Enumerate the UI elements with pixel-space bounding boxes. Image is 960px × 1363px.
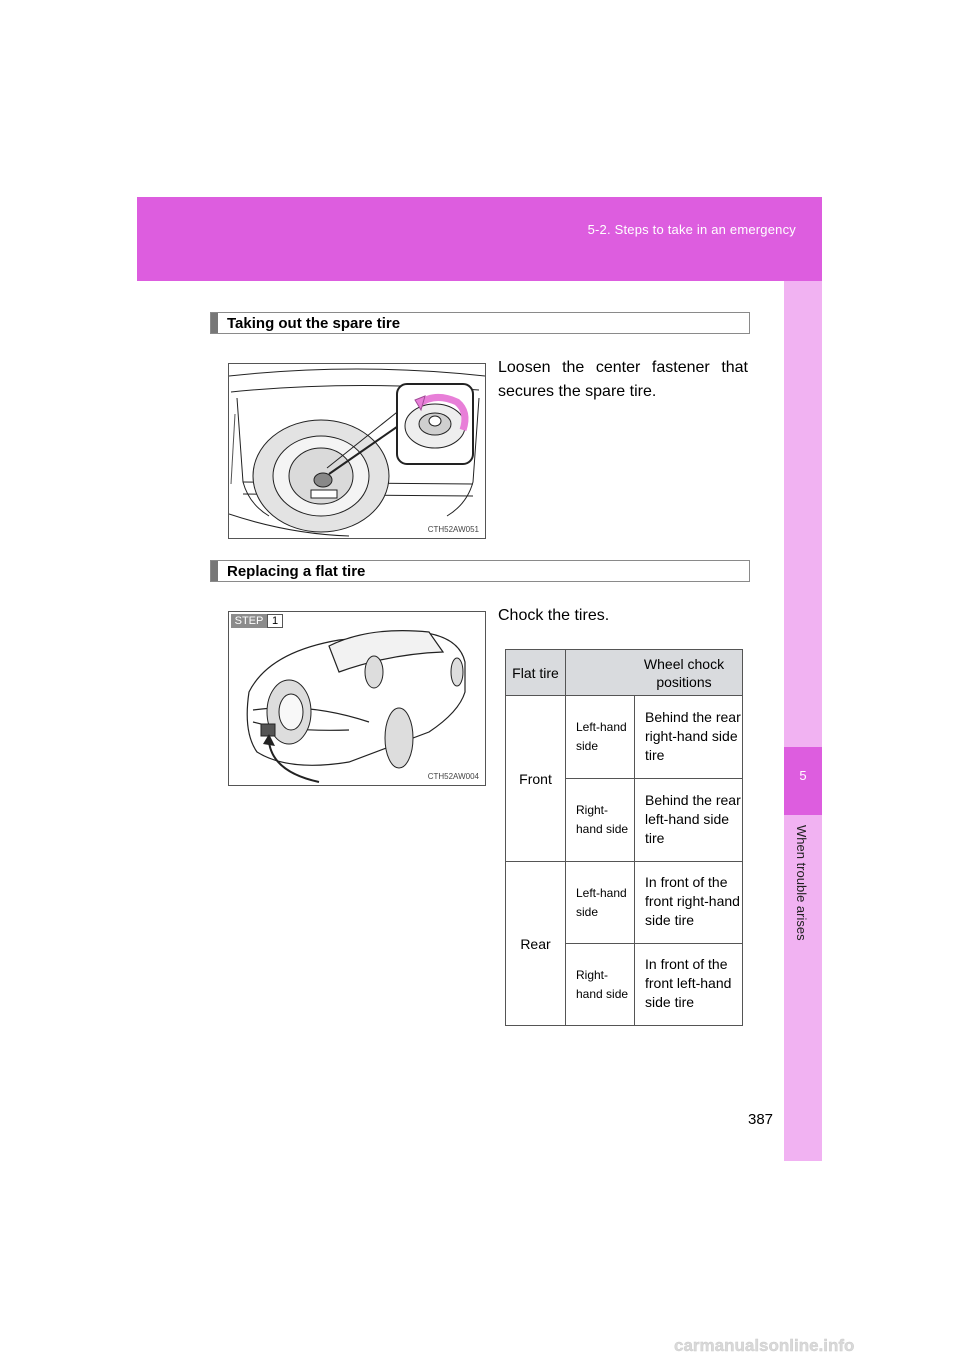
header-band: [137, 197, 822, 281]
page-number: 387: [748, 1111, 774, 1128]
group-rear: Rear: [506, 862, 566, 1026]
section-title: Taking out the spare tire: [227, 315, 401, 332]
wheel-chock-illustration: [228, 611, 486, 786]
section-title: Replacing a flat tire: [227, 563, 366, 580]
chapter-title: When trouble arises: [794, 825, 809, 941]
side-cell: Left-hand side: [566, 862, 635, 944]
table-row: [506, 862, 743, 944]
header-flat-tire: Flat tire: [506, 650, 566, 696]
car-chock-drawing: [229, 612, 485, 785]
header-wheel-chock-positions: Wheel chock positions: [566, 650, 743, 696]
chock-instruction: Chock the tires.: [498, 607, 610, 624]
section-heading-spare: [210, 312, 750, 334]
table-row: [506, 696, 743, 779]
side-cell: Right-hand side: [566, 944, 635, 1026]
figure-code: CTH52AW004: [427, 772, 479, 781]
side-cell: Left-hand side: [566, 696, 635, 779]
side-tab-strip: [784, 281, 822, 1161]
spare-tire-illustration: [228, 363, 486, 539]
position-cell: In front of the front left-hand side tire: [635, 944, 743, 1026]
section-breadcrumb: 5-2. Steps to take in an emergency: [587, 222, 796, 237]
watermark-logo: [670, 1332, 960, 1358]
section-heading-flat: [210, 560, 750, 582]
group-front: Front: [506, 696, 566, 862]
chapter-number: 5: [799, 768, 807, 783]
figure-code: CTH52AW051: [427, 525, 479, 534]
heading-marker: [211, 561, 218, 581]
position-cell: Behind the rear right-hand side tire: [635, 696, 743, 779]
wheel-chock-table: [505, 649, 743, 1026]
svg-text:carmanualsonline.info: carmanualsonline.info: [674, 1336, 855, 1355]
spare-instruction: Loosen the center fastener that secures the spare tire.: [498, 359, 748, 400]
step-number: 1: [267, 614, 283, 628]
position-cell: Behind the rear left-hand side tire: [635, 779, 743, 862]
side-cell: Right-hand side: [566, 779, 635, 862]
table-header-row: [506, 650, 743, 696]
trunk-spare-tire-drawing: [229, 364, 485, 538]
heading-marker: [211, 313, 218, 333]
step-label: STEP: [231, 614, 267, 628]
position-cell: In front of the front right-hand side tire: [635, 862, 743, 944]
